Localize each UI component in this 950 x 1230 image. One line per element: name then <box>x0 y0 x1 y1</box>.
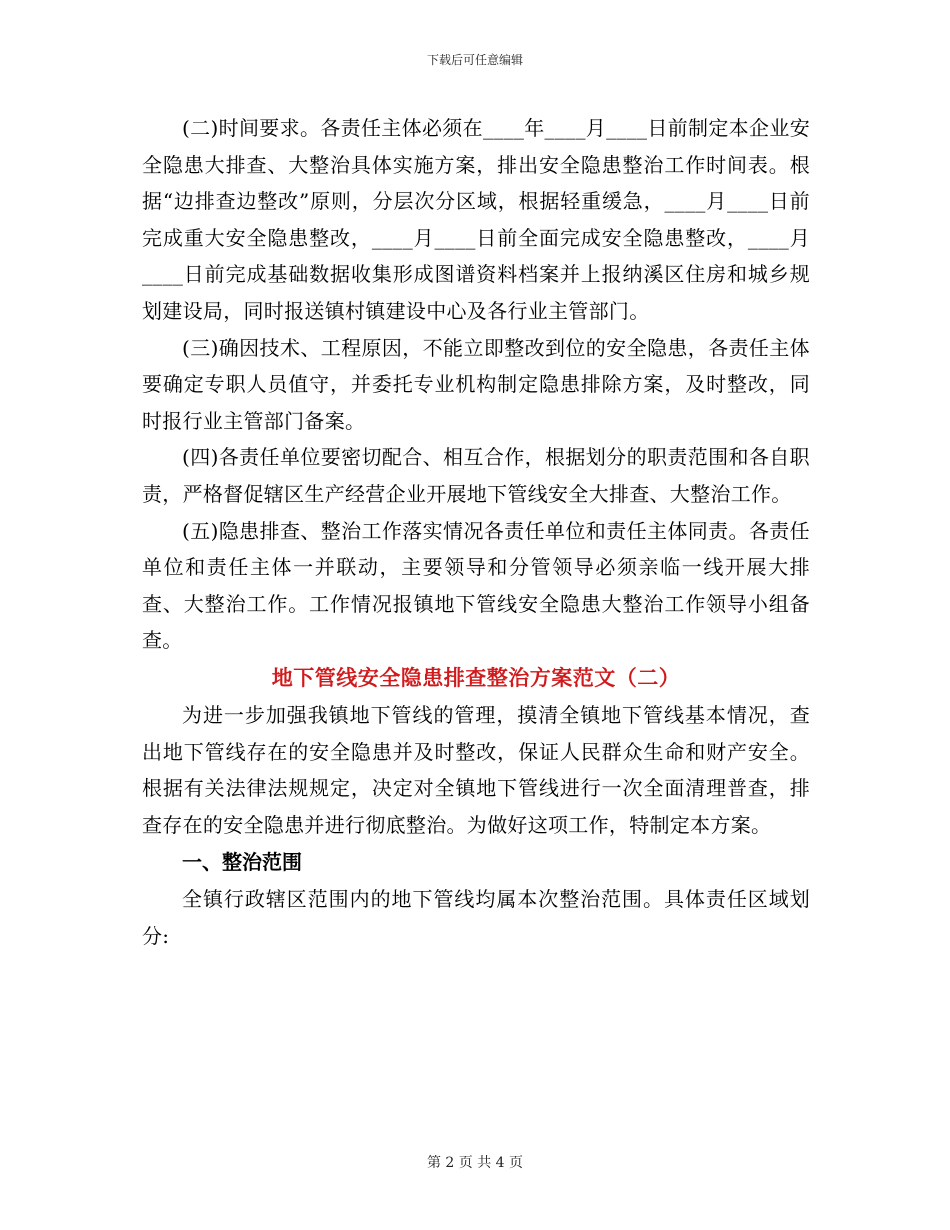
section-title: 地下管线安全隐患排查整治方案范文（二） <box>271 664 681 690</box>
paragraph-responsibility: (五)隐患排查、整治工作落实情况各责任单位和责任主体同责。各责任单位和责任主体一并联动，主要领导和分管领导必须亲临一线开展大排查、大整治工作。工作情况报镇地下管线安全隐患大整治工作领导小组备查。 <box>142 518 810 653</box>
subheading-scope: 一、整治范围 <box>182 850 302 875</box>
paragraph-intro: 为进一步加强我镇地下管线的管理，摸清全镇地下管线基本情况，查出地下管线存在的安全隐患并及时整改，保证人民群众生命和财产安全。根据有关法律法规规定，决定对全镇地下管线进行一次全面清理普查，排查存在的安全隐患并进行彻底整治。为做好这项工作，特制定本方案。 <box>142 702 810 837</box>
paragraph-cooperation: (四)各责任单位要密切配合、相互合作，根据划分的职责范围和各自职责，严格督促辖区生产经营企业开展地下管线安全大排查、大整治工作。 <box>142 445 810 506</box>
page-footer: 第 2 页 共 4 页 <box>426 1155 524 1171</box>
paragraph-scope: 全镇行政辖区范围内的地下管线均属本次整治范围。具体责任区域划分: <box>142 887 810 948</box>
paragraph-technical-reasons: (三)确因技术、工程原因，不能立即整改到位的安全隐患，各责任主体要确定专职人员值守，并委托专业机构制定隐患排除方案，及时整改，同时报行业主管部门备案。 <box>142 335 810 433</box>
paragraph-time-requirements: (二)时间要求。各责任主体必须在____年____月____日前制定本企业安全隐患大排查、大整治具体实施方案，排出安全隐患整治工作时间表。根据“边排查边整改”原则，分层次分区域，根据轻重缓急，____月____日前完成重大安全隐患整改，____月____日前全面完成安全隐患整改，____月____日前完成基础数据收集形成图谱资料档案并上报纳溪区住房和城乡规划建设局，同时报送镇村镇建设中心及各行业主管部门。 <box>142 116 810 323</box>
page-header: 下载后可任意编辑 <box>426 53 523 67</box>
document-body <box>142 110 810 954</box>
